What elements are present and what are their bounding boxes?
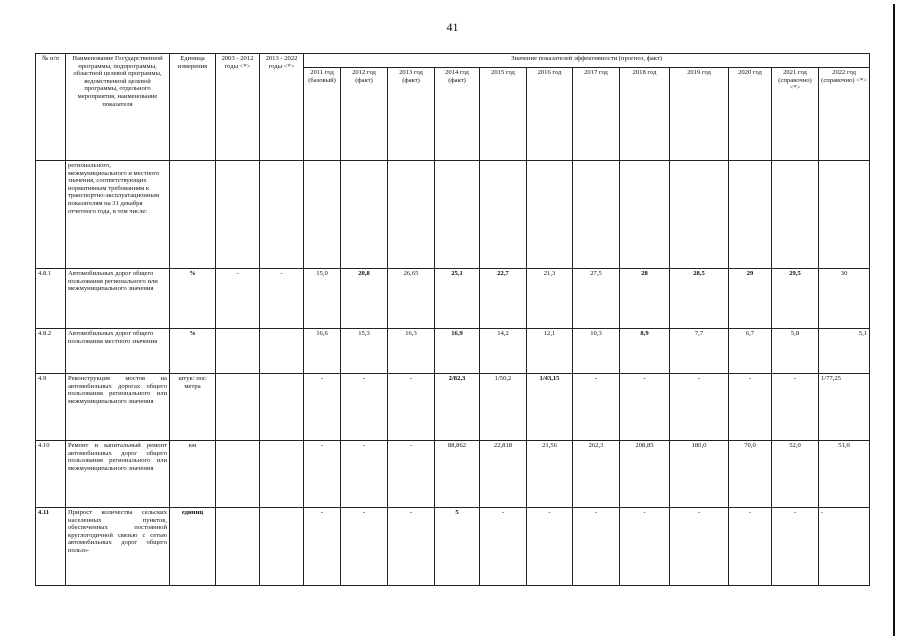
header-year: 2013 год (факт)	[388, 68, 435, 161]
row-value: 5,8	[772, 329, 819, 374]
row-value: -	[341, 508, 388, 586]
row-num: 4.10	[36, 441, 66, 508]
row-value: -	[772, 374, 819, 441]
row-2003-2012	[216, 329, 260, 374]
row-value: -	[480, 508, 527, 586]
row-value: -	[304, 508, 341, 586]
row-value: -	[729, 374, 772, 441]
header-year: 2019 год	[670, 68, 729, 161]
row-value: 16,3	[388, 329, 435, 374]
row-name: Ремонт и капитальный ремонт автомобильных дорог общего пользования регионального или межмуниципального значения	[66, 441, 170, 508]
header-unit: Единица измерения	[170, 54, 216, 161]
margin-rule	[893, 4, 895, 636]
row-value: 22,7	[480, 269, 527, 329]
row-value: 28,5	[670, 269, 729, 329]
row-value: 52,0	[772, 441, 819, 508]
row-value: -	[729, 508, 772, 586]
row-unit: %	[170, 269, 216, 329]
row-value: -	[772, 508, 819, 586]
row-2013-2022	[260, 508, 304, 586]
row-value: -	[388, 374, 435, 441]
header-year: 2018 год	[620, 68, 670, 161]
header-2013-2022: 2013 - 2022 годы <*>	[260, 54, 304, 161]
header-name: Наименование Государственной программы, подпрограммы, областной целевой программы, ведомственной целевой программы, отдельного мероприятия, наименование показателя	[66, 54, 170, 161]
page-number: 41	[446, 20, 459, 34]
row-num: 4.8.1	[36, 269, 66, 329]
header-num: № п/п	[36, 54, 66, 161]
header-row-1	[36, 54, 870, 68]
row-value: -	[670, 508, 729, 586]
row-value: 25,1	[435, 269, 480, 329]
row-value: 21,3	[527, 269, 573, 329]
row-2013-2022	[260, 329, 304, 374]
row-value: -	[819, 508, 870, 586]
row-2013-2022: -	[260, 269, 304, 329]
header-year: 2016 год	[527, 68, 573, 161]
row-value: 29	[729, 269, 772, 329]
row-name: Прирост количества сельских населенных пунктов, обеспеченных постоянной круглогодичной связью с сетью автомобильных дорог общего пользо-	[66, 508, 170, 586]
row-value: 28	[620, 269, 670, 329]
row-value: -	[304, 441, 341, 508]
row-value: -	[341, 374, 388, 441]
row-value: 27,5	[573, 269, 620, 329]
row-name: Автомобильных дорог общего пользования местного значения	[66, 329, 170, 374]
table-container	[35, 53, 870, 586]
row-value: -	[527, 508, 573, 586]
row-num: 4.9	[36, 374, 66, 441]
row-value: 15,3	[341, 329, 388, 374]
row-name: Реконструкция мостов на автомобильных дорогах общего пользования регионального или межмуниципального значения	[66, 374, 170, 441]
row-unit: единиц	[170, 508, 216, 586]
row-value: -	[304, 374, 341, 441]
row-unit: %	[170, 329, 216, 374]
continuation-text: регионального, межмуниципального и местного значения, соответствующих нормативным требованиям к транспортно-эксплуатационным показателям на 31 декабря отчетного года, в том числе:	[66, 161, 170, 269]
row-value: 21,56	[527, 441, 573, 508]
row-value: 26,65	[388, 269, 435, 329]
row-unit: км	[170, 441, 216, 508]
header-year: 2012 год (факт)	[341, 68, 388, 161]
row-value: 20,8	[341, 269, 388, 329]
row-value: 5,1	[819, 329, 870, 374]
row-value: 16,6	[304, 329, 341, 374]
table-row	[36, 374, 870, 441]
row-value: -	[620, 508, 670, 586]
row-value: -	[573, 508, 620, 586]
row-value: 22,818	[480, 441, 527, 508]
row-value: 1/43,15	[527, 374, 573, 441]
row-value: -	[573, 374, 620, 441]
header-year: 2020 год	[729, 68, 772, 161]
row-value: -	[388, 508, 435, 586]
row-2003-2012	[216, 374, 260, 441]
row-num: 4.11	[36, 508, 66, 586]
header-year: 2014 год (факт)	[435, 68, 480, 161]
header-year: 2011 год (базовый)	[304, 68, 341, 161]
header-year: 2022 год (справочно) <*>	[819, 68, 870, 161]
row-value: -	[341, 441, 388, 508]
row-value: 8,9	[620, 329, 670, 374]
row-2013-2022	[260, 441, 304, 508]
row-value: 51,0	[819, 441, 870, 508]
header-value-group: Значение показателей эффективности (прогноз, факт)	[304, 54, 870, 68]
row-value: 180,0	[670, 441, 729, 508]
table-row	[36, 508, 870, 586]
header-year: 2021 год (справочно) <*>	[772, 68, 819, 161]
row-value: 16,9	[435, 329, 480, 374]
header-year: 2017 год	[573, 68, 620, 161]
row-value: 7,7	[670, 329, 729, 374]
row-value: 5	[435, 508, 480, 586]
row-2013-2022	[260, 374, 304, 441]
indicators-table	[35, 53, 870, 586]
row-value: 208,85	[620, 441, 670, 508]
row-value: 29,5	[772, 269, 819, 329]
header-2003-2012: 2003 - 2012 годы <*>	[216, 54, 260, 161]
row-2003-2012	[216, 441, 260, 508]
row-2003-2012: -	[216, 269, 260, 329]
row-value: 6,7	[729, 329, 772, 374]
row-value: 1/77,25	[819, 374, 870, 441]
table-row	[36, 329, 870, 374]
continuation-row	[36, 161, 870, 269]
table-row	[36, 441, 870, 508]
row-value: 88,862	[435, 441, 480, 508]
row-value: 2/82,3	[435, 374, 480, 441]
row-value: 1/50,2	[480, 374, 527, 441]
row-value: -	[620, 374, 670, 441]
row-value: 262,3	[573, 441, 620, 508]
row-value: 15,0	[304, 269, 341, 329]
row-value: 14,2	[480, 329, 527, 374]
row-value: -	[388, 441, 435, 508]
row-value: 70,0	[729, 441, 772, 508]
row-unit: штук/ пог. метра	[170, 374, 216, 441]
row-value: -	[670, 374, 729, 441]
header-year: 2015 год	[480, 68, 527, 161]
row-2003-2012	[216, 508, 260, 586]
row-num: 4.8.2	[36, 329, 66, 374]
row-value: 10,3	[573, 329, 620, 374]
table-row	[36, 269, 870, 329]
row-value: 30	[819, 269, 870, 329]
row-value: 12,1	[527, 329, 573, 374]
row-name: Автомобильных дорог общего пользования регионального или межмуниципального значения	[66, 269, 170, 329]
